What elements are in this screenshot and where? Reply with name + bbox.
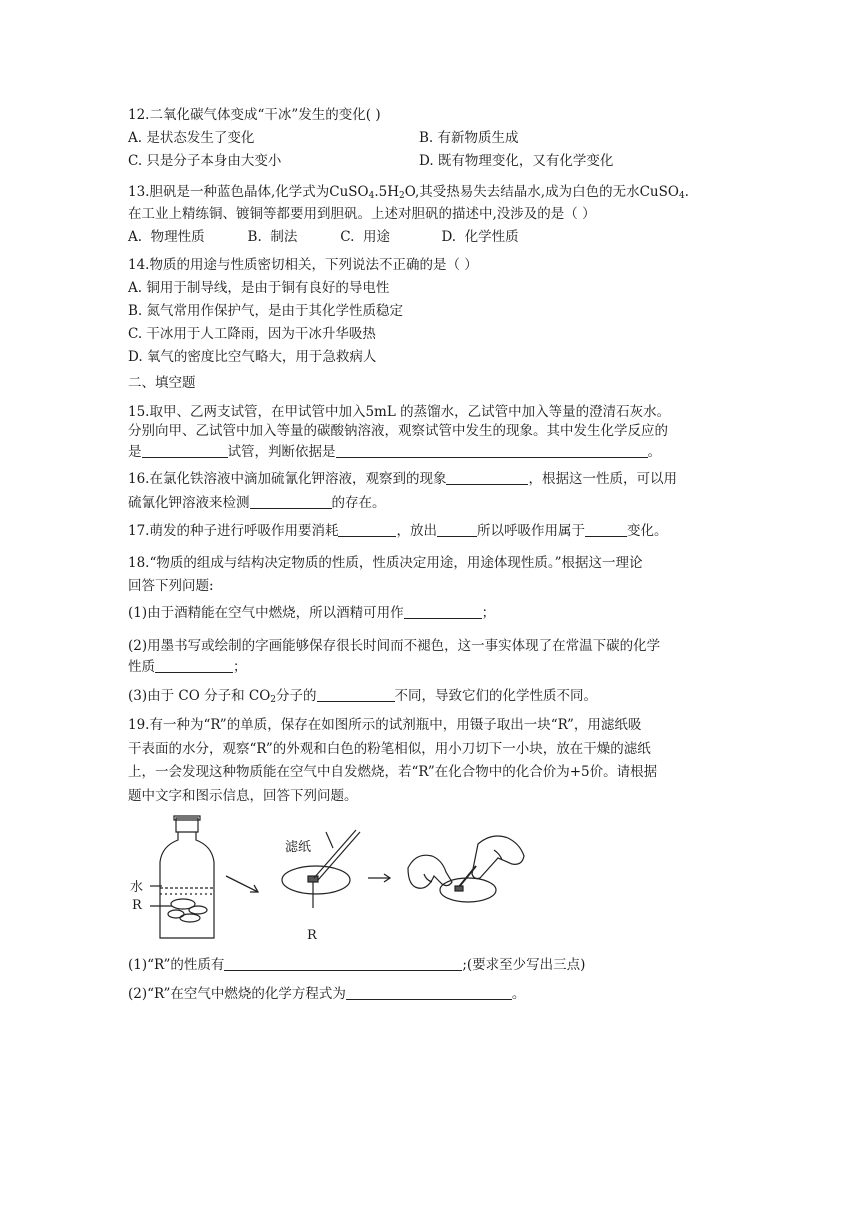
q16-text-c: 硫氰化钾溶液来检测 xyxy=(128,495,250,511)
q15-text-a: 是 xyxy=(128,444,142,460)
q18-sub-1-text: (1)由于酒精能在空气中燃烧，所以酒精可用作 xyxy=(128,605,404,621)
q17-text-a: 17.萌发的种子进行呼吸作用要消耗 xyxy=(128,523,339,539)
label-water: 水 xyxy=(130,880,144,895)
q18-sub-2-text: 性质 xyxy=(128,659,155,675)
q19-sub-1-text: (1)“R”的性质有 xyxy=(128,957,225,973)
section-heading-fill-in: 二、填空题 xyxy=(128,375,196,391)
q17-text-c: 所以呼吸作用属于 xyxy=(476,523,585,539)
q12-option-a: A. 是状态发生了变化 xyxy=(128,130,255,146)
q16-line-1 xyxy=(128,470,677,488)
label-r-paper: R xyxy=(307,928,317,943)
q13-text-1: 13.胆矾是一种蓝色晶体,化学式为CuSO xyxy=(128,184,369,200)
q15-line-3 xyxy=(128,443,661,461)
q18-blank-carbon[interactable] xyxy=(155,658,233,673)
q14-option-b: B. 氮气常用作保护气，是由于其化学性质稳定 xyxy=(128,303,404,319)
q19-sub-2-end: 。 xyxy=(511,986,526,1002)
q19-sub-2 xyxy=(128,985,525,1003)
q19-figure-drawing xyxy=(128,808,558,948)
q18-sub-1 xyxy=(128,604,495,622)
q15-blank-reason[interactable] xyxy=(336,443,648,458)
q18-line-1: 18.“物质的组成与结构决定物质的性质，性质决定用途，用途体现性质。”根据这一理论 xyxy=(128,555,643,571)
q17-line xyxy=(128,522,667,540)
q18-sub-3-subscript: 2 xyxy=(270,695,277,705)
q12-option-d: D. 既有物理变化，又有化学变化 xyxy=(419,153,614,169)
q13-sub-2: 2 xyxy=(399,191,405,201)
q16-text-a: 16.在氯化铁溶液中滴加硫氰化钾溶液，观察到的现象 xyxy=(128,471,447,487)
hands-cutting-icon xyxy=(408,836,524,902)
reagent-bottle-icon xyxy=(150,816,214,938)
q17-blank-change[interactable] xyxy=(585,522,627,537)
q18-line-2: 回答下列问题: xyxy=(128,578,214,594)
q14-option-c: C. 干冰用于人工降雨，因为干冰升华吸热 xyxy=(128,326,376,342)
q16-blank-phenomenon[interactable] xyxy=(446,470,528,485)
q15-text-c: 。 xyxy=(647,444,661,460)
label-r-bottle: R xyxy=(132,898,142,913)
q19-sub-1-end: ;(要求至少写出三点) xyxy=(462,957,586,973)
q15-blank-tube[interactable] xyxy=(142,443,228,458)
q18-sub-3-text-c: 不同，导致它们的化学性质不同。 xyxy=(394,688,598,704)
q16-text-b: ，根据这一性质，可以用 xyxy=(528,471,677,487)
q18-sub-2-line-1: (2)用墨书写或绘制的字画能够保存很长时间而不褪色，这一事实体现了在常温下碳的化学 xyxy=(128,638,661,654)
q13-sub-1: 4 xyxy=(368,191,375,201)
q16-line-2 xyxy=(128,494,386,512)
q13-line-1 xyxy=(128,183,689,201)
q18-sub-3 xyxy=(128,687,597,705)
q16-blank-ion[interactable] xyxy=(250,494,332,509)
q13-line-2: 在工业上精练铜、镀铜等都要用到胆矾。上述对胆矾的描述中,没涉及的是（ ） xyxy=(128,206,596,222)
q19-figure xyxy=(128,808,558,948)
q17-blank-consume[interactable] xyxy=(338,522,396,537)
q14-option-a: A. 铜用于制导线，是由于铜有良好的导电性 xyxy=(128,280,390,296)
q17-text-b: ，放出 xyxy=(396,523,437,539)
q19-blank-properties[interactable] xyxy=(224,956,462,971)
q19-sub-1 xyxy=(128,956,585,974)
q13-text-4: . xyxy=(684,184,689,200)
q13-options: A. 物理性质 B. 制法 C. 用途 D. 化学性质 xyxy=(128,229,519,245)
q18-sub-2-end: ； xyxy=(233,659,247,675)
q19-blank-equation[interactable] xyxy=(346,985,512,1000)
arrow-right-icon xyxy=(226,876,258,892)
q14-stem: 14.物质的用途与性质密切相关，下列说法不正确的是（ ） xyxy=(128,257,478,273)
q15-line-2: 分别向甲、乙试管中加入等量的碳酸钠溶液，观察试管中发生的现象。其中发生化学反应的 xyxy=(128,423,668,439)
q13-text-3: O,其受热易失去结晶水,成为白色的无水CuSO xyxy=(404,184,679,200)
q15-text-b: 试管，判断依据是 xyxy=(227,444,336,460)
q13-text-2: .5H xyxy=(374,184,399,200)
q18-blank-structure[interactable] xyxy=(317,687,395,702)
q19-sub-2-text: (2)“R”在空气中燃烧的化学方程式为 xyxy=(128,986,346,1002)
q19-line-4: 题中文字和图示信息，回答下列问题。 xyxy=(128,788,358,804)
q18-sub-2-line-2 xyxy=(128,658,247,676)
arrow-right-icon-2 xyxy=(368,874,390,882)
q12-stem: 12.二氧化碳气体变成“干冰”发生的变化( ) xyxy=(128,107,381,123)
q12-option-c: C. 只是分子本身由大变小 xyxy=(128,153,282,169)
q19-line-2: 干表面的水分，观察“R”的外观和白色的粉笔相似，用小刀切下一小块，放在干燥的滤纸 xyxy=(128,741,651,757)
q18-sub-3-text-b: 分子的 xyxy=(276,688,317,704)
label-filter-paper: 滤纸 xyxy=(285,840,312,855)
q14-option-d: D. 氧气的密度比空气略大，用于急救病人 xyxy=(128,349,377,365)
q13-sub-3: 4 xyxy=(678,191,685,201)
q19-line-1: 19.有一种为“R”的单质，保存在如图所示的试剂瓶中，用镊子取出一块“R”，用滤纸吸 xyxy=(128,717,642,733)
q19-line-3: 上，一会发现这种物质能在空气中自发燃烧，若“R”在化合物中的化合价为+5价。请根据 xyxy=(128,764,658,780)
q15-line-1: 15.取甲、乙两支试管，在甲试管中加入5mL 的蒸馏水，乙试管中加入等量的澄清石灰水。 xyxy=(128,404,671,420)
q16-text-d: 的存在。 xyxy=(331,495,386,511)
q12-option-b: B. 有新物质生成 xyxy=(419,130,519,146)
q18-sub-1-end: ； xyxy=(481,605,496,621)
q17-text-d: 变化。 xyxy=(626,523,668,539)
q18-sub-3-text-a: (3)由于 CO 分子和 CO xyxy=(128,688,271,704)
q18-blank-use[interactable] xyxy=(404,604,482,619)
q17-blank-release[interactable] xyxy=(437,522,477,537)
